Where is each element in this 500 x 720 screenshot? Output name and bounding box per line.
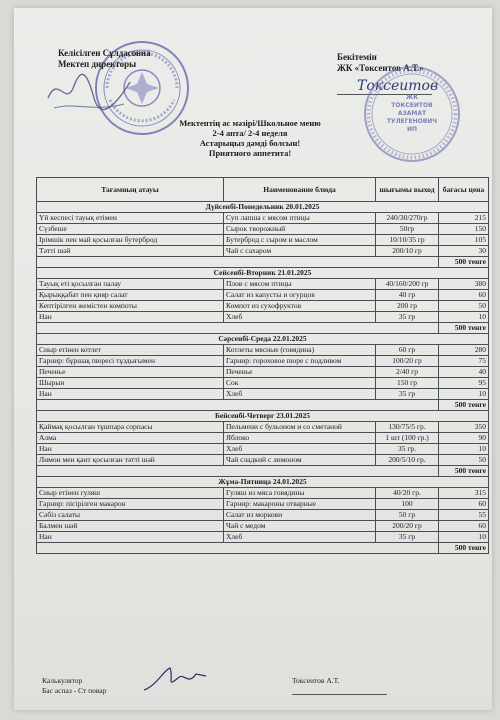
yield-cell: 100 bbox=[376, 499, 439, 510]
yield-cell: 150 гр bbox=[376, 378, 439, 389]
day-total: 500 тенге bbox=[439, 323, 489, 334]
approval-right-line2: ЖК «Токсеитов А.Т.» bbox=[337, 63, 424, 73]
day-row bbox=[37, 334, 489, 345]
price-cell: 10 bbox=[439, 444, 489, 455]
price-cell: 90 bbox=[439, 433, 489, 444]
price-cell: 50 bbox=[439, 301, 489, 312]
table-row bbox=[37, 213, 489, 224]
dish-ru-cell: Чай с медом bbox=[224, 521, 376, 532]
yield-cell: 10/10/35 гр bbox=[376, 235, 439, 246]
table-row bbox=[37, 422, 489, 433]
price-cell: 315 bbox=[439, 488, 489, 499]
table-row bbox=[37, 235, 489, 246]
price-cell: 30 bbox=[439, 246, 489, 257]
total-row bbox=[37, 400, 489, 411]
day-total: 500 тенге bbox=[439, 543, 489, 554]
stamp-line: ТУЛЕГЕНОВИЧ bbox=[386, 118, 438, 125]
dish-kz-cell: Ірімшік пен май қосылған бутерброд bbox=[37, 235, 224, 246]
footer-name: Токсеитов А.Т. bbox=[292, 676, 340, 685]
table-row bbox=[37, 488, 489, 499]
price-cell: 10 bbox=[439, 312, 489, 323]
approval-right-line1: Бекітемін bbox=[337, 52, 377, 62]
dish-kz-cell: Сиыр етінен котлет bbox=[37, 345, 224, 356]
dish-ru-cell: Хлеб bbox=[224, 444, 376, 455]
dish-kz-cell: Сүзбеше bbox=[37, 224, 224, 235]
dish-kz-cell: Нан bbox=[37, 389, 224, 400]
total-row bbox=[37, 466, 489, 477]
table-row bbox=[37, 521, 489, 532]
table-header-row bbox=[37, 178, 489, 202]
total-spacer bbox=[37, 400, 439, 411]
dish-ru-cell: Плов с мясом птицы bbox=[224, 279, 376, 290]
day-total: 500 тенге bbox=[439, 466, 489, 477]
table-row bbox=[37, 367, 489, 378]
day-heading: Жұма-Пятница 24.01.2025 bbox=[37, 477, 489, 488]
dish-ru-cell: Сырок творожный bbox=[224, 224, 376, 235]
dish-ru-cell: Хлеб bbox=[224, 532, 376, 543]
chef-signature-icon bbox=[140, 664, 210, 694]
dish-ru-cell: Чай с сахаром bbox=[224, 246, 376, 257]
menu-table-body bbox=[37, 202, 489, 554]
price-cell: 380 bbox=[439, 279, 489, 290]
day-heading: Сәрсенбі-Среда 22.01.2025 bbox=[37, 334, 489, 345]
yield-cell: 200/10 гр bbox=[376, 246, 439, 257]
table-row bbox=[37, 532, 489, 543]
price-cell: 150 bbox=[439, 224, 489, 235]
table-row bbox=[37, 345, 489, 356]
day-row bbox=[37, 411, 489, 422]
dish-ru-cell: Компот из сухофруктов bbox=[224, 301, 376, 312]
table-row bbox=[37, 246, 489, 257]
dish-kz-cell: Балмен шәй bbox=[37, 521, 224, 532]
dish-ru-cell: Пельмени с бульоном и со сметаной bbox=[224, 422, 376, 433]
dish-ru-cell: Гарнир: макароны отварные bbox=[224, 499, 376, 510]
dish-kz-cell: Сәбіз салаты bbox=[37, 510, 224, 521]
title-line3: Астарыңыз дәмді болсын! bbox=[199, 138, 301, 148]
yield-cell: 1 шт (100 гр.) bbox=[376, 433, 439, 444]
stamp-line: ИП bbox=[406, 126, 418, 133]
price-cell: 60 bbox=[439, 521, 489, 532]
dish-kz-cell: Нан bbox=[37, 444, 224, 455]
table-row bbox=[37, 290, 489, 301]
yield-cell: 35 гр bbox=[376, 389, 439, 400]
total-row bbox=[37, 257, 489, 268]
total-spacer bbox=[37, 466, 439, 477]
dish-kz-cell: Алма bbox=[37, 433, 224, 444]
price-cell: 55 bbox=[439, 510, 489, 521]
dish-kz-cell: Гарнир: бұршақ пюресі тұздығымен bbox=[37, 356, 224, 367]
yield-cell: 50 гр bbox=[376, 510, 439, 521]
table-row bbox=[37, 301, 489, 312]
dish-kz-cell: Шырын bbox=[37, 378, 224, 389]
price-cell: 350 bbox=[439, 422, 489, 433]
stamp-line: ЖК bbox=[405, 94, 419, 101]
approval-left bbox=[58, 48, 151, 70]
dish-ru-cell: Гарнир: гороховое пюре с подливом bbox=[224, 356, 376, 367]
price-cell: 280 bbox=[439, 345, 489, 356]
yield-cell: 100/20 гр bbox=[376, 356, 439, 367]
yield-cell: 130/75/5 гр. bbox=[376, 422, 439, 433]
dish-ru-cell: Хлеб bbox=[224, 312, 376, 323]
header-yield: шығымы выход bbox=[376, 178, 439, 202]
header-kz-name: Тағамның атауы bbox=[37, 178, 224, 202]
yield-cell: 35 гр bbox=[376, 532, 439, 543]
table-row bbox=[37, 433, 489, 444]
table-row bbox=[37, 378, 489, 389]
table-row bbox=[37, 389, 489, 400]
day-row bbox=[37, 477, 489, 488]
day-heading: Сейсенбі-Вторник 21.01.2025 bbox=[37, 268, 489, 279]
dish-kz-cell: Тәтті шәй bbox=[37, 246, 224, 257]
approver-signature: Токсеитов bbox=[357, 78, 439, 94]
price-cell: 10 bbox=[439, 532, 489, 543]
title-line2: 2-4 апта/ 2-4 неделя bbox=[212, 128, 288, 138]
table-row bbox=[37, 455, 489, 466]
price-cell: 95 bbox=[439, 378, 489, 389]
dish-kz-cell: Сиыр етінен гуляш bbox=[37, 488, 224, 499]
price-cell: 50 bbox=[439, 455, 489, 466]
dish-kz-cell: Қырыққабат пен қияр салат bbox=[37, 290, 224, 301]
dish-kz-cell: Кептірілген жемістен компоты bbox=[37, 301, 224, 312]
table-row bbox=[37, 312, 489, 323]
stamp-line: АЗАМАТ bbox=[397, 110, 427, 117]
dish-ru-cell: Хлеб bbox=[224, 389, 376, 400]
table-row bbox=[37, 444, 489, 455]
table-row bbox=[37, 356, 489, 367]
yield-cell: 240/30/270гр bbox=[376, 213, 439, 224]
stamp-line: ТОКСЕИТОВ bbox=[391, 102, 433, 109]
yield-cell: 40 гр bbox=[376, 290, 439, 301]
header-ru-name: Наименование блюда bbox=[224, 178, 376, 202]
price-cell: 60 bbox=[439, 290, 489, 301]
yield-cell: 200 гр bbox=[376, 301, 439, 312]
dish-ru-cell: Печенье bbox=[224, 367, 376, 378]
table-row bbox=[37, 499, 489, 510]
total-row bbox=[37, 323, 489, 334]
footer-calculator: Калькулятор bbox=[42, 676, 83, 685]
yield-cell: 2/40 гр bbox=[376, 367, 439, 378]
price-cell: 10 bbox=[439, 389, 489, 400]
dish-ru-cell: Чай сладкий с лимоном bbox=[224, 455, 376, 466]
approval-left-line2: Мектеп директоры bbox=[58, 59, 137, 69]
yield-cell: 50гр bbox=[376, 224, 439, 235]
dish-ru-cell: Бутерброд с сыром и маслом bbox=[224, 235, 376, 246]
total-spacer bbox=[37, 323, 439, 334]
yield-cell: 200/5/10 гр. bbox=[376, 455, 439, 466]
total-spacer bbox=[37, 257, 439, 268]
day-heading: Бейсенбі-Четверг 23.01.2025 bbox=[37, 411, 489, 422]
yield-cell: 40/20 гр. bbox=[376, 488, 439, 499]
day-heading: Дүйсенбі-Понедельник 20.01.2025 bbox=[37, 202, 489, 213]
yield-cell: 35 гр bbox=[376, 312, 439, 323]
day-row bbox=[37, 268, 489, 279]
title-line1: Мектептің ас мәзірі/Школьное меню bbox=[179, 118, 321, 128]
footer-signature-line bbox=[292, 694, 387, 695]
price-cell: 60 bbox=[439, 499, 489, 510]
director-signature-icon bbox=[44, 68, 134, 118]
dish-kz-cell: Печенье bbox=[37, 367, 224, 378]
header-price: бағасы цена bbox=[439, 178, 489, 202]
yield-cell: 35 гр. bbox=[376, 444, 439, 455]
menu-table bbox=[36, 177, 489, 554]
footer-left bbox=[42, 676, 106, 696]
title-line4: Приятного аппетита! bbox=[208, 148, 292, 158]
page-title bbox=[0, 118, 500, 158]
dish-kz-cell: Гарнир: пісірілген макарон bbox=[37, 499, 224, 510]
total-spacer bbox=[37, 543, 439, 554]
dish-kz-cell: Тауық еті қосылған палау bbox=[37, 279, 224, 290]
price-cell: 215 bbox=[439, 213, 489, 224]
dish-ru-cell: Салат из моркови bbox=[224, 510, 376, 521]
table-row bbox=[37, 224, 489, 235]
day-total: 500 тенге bbox=[439, 257, 489, 268]
dish-ru-cell: Суп лапша с мясом птицы bbox=[224, 213, 376, 224]
dish-ru-cell: Яблоко bbox=[224, 433, 376, 444]
dish-kz-cell: Лимон мен қант қосылған тәтті шәй bbox=[37, 455, 224, 466]
dish-ru-cell: Гуляш из мяса говядины bbox=[224, 488, 376, 499]
dish-kz-cell: Нан bbox=[37, 312, 224, 323]
day-row bbox=[37, 202, 489, 213]
price-cell: 40 bbox=[439, 367, 489, 378]
total-row bbox=[37, 543, 489, 554]
dish-ru-cell: Сок bbox=[224, 378, 376, 389]
table-row bbox=[37, 279, 489, 290]
dish-kz-cell: Үй кеспесі тауық етімен bbox=[37, 213, 224, 224]
dish-kz-cell: Қаймақ қосылған тұшпара сорпасы bbox=[37, 422, 224, 433]
approval-left-line1: Келісілген Сұлдасовна bbox=[58, 48, 151, 58]
yield-cell: 200/20 гр bbox=[376, 521, 439, 532]
yield-cell: 60 гр bbox=[376, 345, 439, 356]
price-cell: 105 bbox=[439, 235, 489, 246]
footer-chef: Бас аспаз - Ст повар bbox=[42, 686, 107, 695]
dish-ru-cell: Котлеты мясные (говядина) bbox=[224, 345, 376, 356]
dish-ru-cell: Салат из капусты и огурцов bbox=[224, 290, 376, 301]
day-total: 500 тенге bbox=[439, 400, 489, 411]
yield-cell: 40/160/200 гр bbox=[376, 279, 439, 290]
price-cell: 75 bbox=[439, 356, 489, 367]
table-row bbox=[37, 510, 489, 521]
dish-kz-cell: Нан bbox=[37, 532, 224, 543]
